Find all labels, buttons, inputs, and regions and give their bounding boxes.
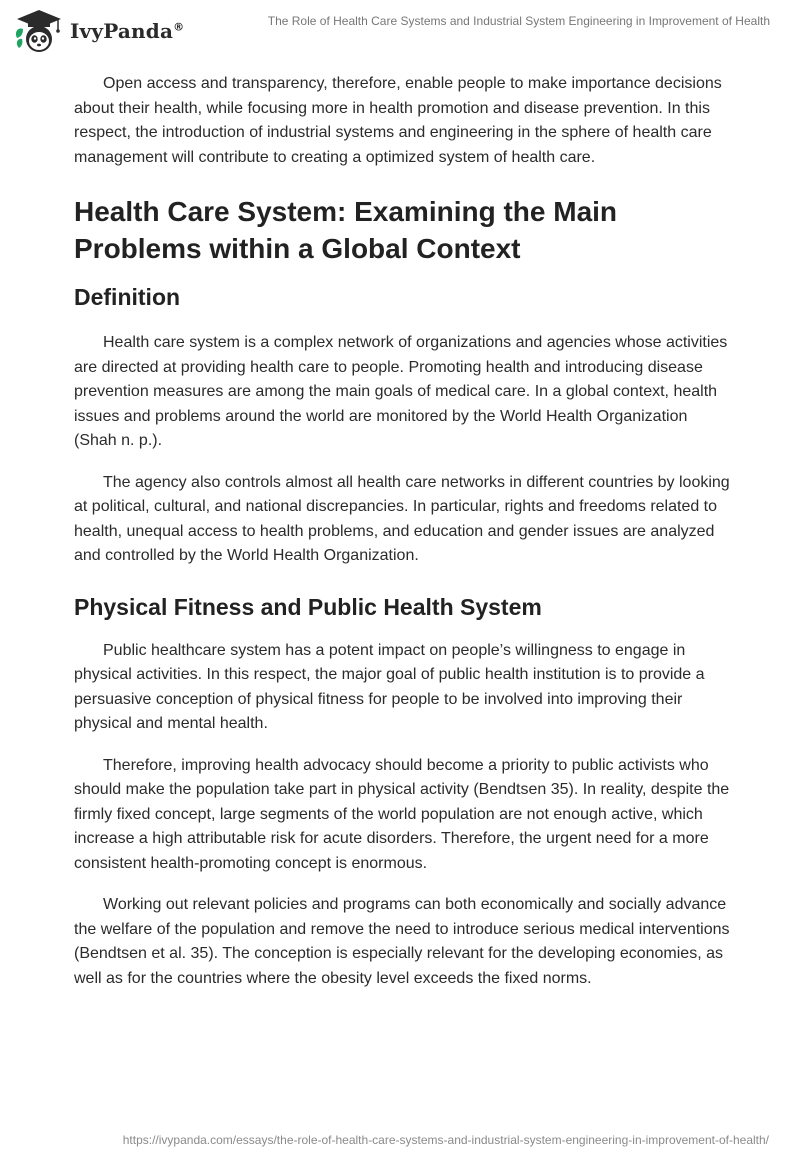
definition-paragraph-2: The agency also controls almost all health care networks in different countries by looking at political, cultural, and national discrepancies. In particular, rights and freedoms related to health, unequal access to health problems, and education and gender issues are analyzed and controlled by the World Health Organization. (74, 473, 730, 564)
definition-paragraph-1: Health care system is a complex network of organizations and agencies whose activities are directed at providing health care to people. Promoting health and introducing disease prevention measures are among the main goals of medical care. In a global context, health issues and problems around the world are monitored by the World Health Organization (Shah n. p.). (74, 334, 728, 449)
panda-graduation-cap-icon (14, 8, 64, 54)
definition-heading: Definition (74, 284, 181, 310)
fitness-paragraph-1: Public healthcare system has a potent impact on people’s willingness to engage in physical activities. In this respect, the major goal of public health institution is to provide a persuasive conception of physical fitness for people to be involved into improving their physical and mental health. (74, 641, 705, 732)
fitness-paragraph-2: Therefore, improving health advocacy should become a priority to public activists who should make the population take part in physical activity (Bendtsen 35). In reality, despite the firmly fixed concept, large segments of the world population are not enough active, which increase a high attributable risk for acute disorders. Therefore, the urgent need for a more consistent health-promoting concept is enormous. (74, 756, 730, 872)
fitness-heading: Physical Fitness and Public Health System (74, 593, 542, 620)
document-title: The Role of Health Care Systems and Industrial System Engineering in Improvement of Health (267, 14, 770, 28)
section-heading: Health Care System: Examining the Main Problems within a Global Context (74, 196, 618, 264)
brand-logo[interactable] (14, 8, 184, 54)
brand-name: IvyPanda® (70, 19, 185, 43)
fitness-paragraph-3: Working out relevant policies and programs can both economically and socially advance the welfare of the population and remove the need to introduce serious medical interventions (Bendtsen et al. 35). The conception is especially relevant for the developing economies, as well as for the countries where the obesity level exceeds the fixed norms. (74, 896, 730, 987)
essay-content (74, 72, 730, 1008)
source-url[interactable]: https://ivypanda.com/essays/the-role-of-health-care-systems-and-industrial-system-engineering-in-improvement-of-health/ (122, 1133, 769, 1147)
page-header (0, 0, 800, 48)
intro-paragraph: Open access and transparency, therefore, enable people to make importance decisions about their health, while focusing more in health promotion and disease prevention. In this respect, the introduction of industrial systems and engineering in the sphere of health care management will contribute to creating a optimized system of health care. (74, 75, 722, 166)
